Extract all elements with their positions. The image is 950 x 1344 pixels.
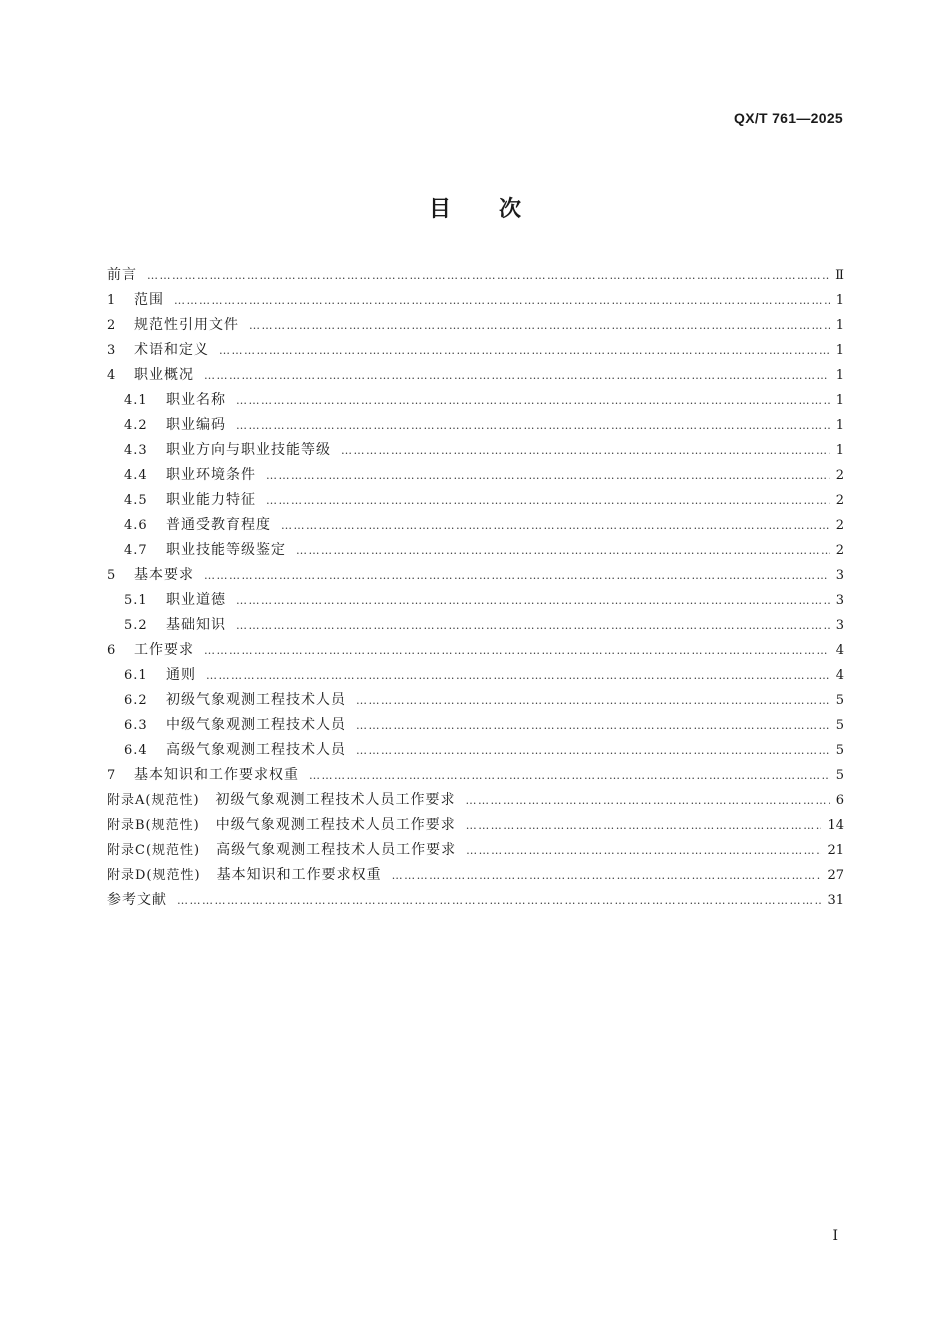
toc-entry-label [124,738,346,763]
toc-entry-label [124,588,226,613]
toc-entry-page: 27 [827,868,844,883]
toc-entry-page: 4 [835,643,844,658]
toc-entry-number: 1 [107,293,117,308]
toc-entry-label [107,788,456,813]
toc-entry-page: 5 [835,693,844,708]
toc-entry-label [107,638,194,663]
toc-entry-title: 高级气象观测工程技术人员工作要求 [216,842,457,858]
toc-entry-number: 5.2 [124,618,148,633]
toc-entry[interactable] [107,413,844,438]
toc-entry[interactable] [107,513,844,538]
toc-leader-dots [147,263,829,288]
toc-entry-number: 4.6 [124,518,148,533]
toc-entry-label [124,388,226,413]
toc-entry-label [107,838,456,863]
toc-entry-number: 4.2 [124,418,148,433]
toc-leader-dots [236,388,830,413]
toc-leader-dots [219,338,830,363]
toc-entry-page: 2 [835,468,844,483]
toc-entry-page: 5 [835,718,844,733]
toc-entry-title: 前言 [107,267,137,283]
toc-entry-number: 附录B(规范性) [107,818,200,833]
toc-entry[interactable] [107,663,844,688]
toc-entry[interactable] [107,288,844,313]
toc-entry-label [107,888,167,913]
toc-entry[interactable] [107,813,844,838]
toc-entry-title: 职业概况 [134,367,194,383]
document-code: QX/T 761—2025 [734,110,843,126]
toc-entry-page: Ⅱ [835,268,844,283]
toc-entry-title: 通则 [166,667,196,683]
toc-leader-dots [249,313,830,338]
toc-entry-page: 1 [835,293,844,308]
toc-entry-number: 6.4 [124,743,148,758]
toc-entry-number: 附录A(规范性) [107,793,200,808]
toc-entry-page: 5 [835,768,844,783]
page-number: I [832,1228,838,1244]
toc-entry-number: 4.4 [124,468,148,483]
toc-leader-dots [206,663,830,688]
toc-entry-title: 工作要求 [134,642,194,658]
toc-entry[interactable] [107,588,844,613]
toc-entry-page: 21 [827,843,844,858]
toc-entry[interactable] [107,338,844,363]
toc-entry[interactable] [107,738,844,763]
toc-entry-number: 5.1 [124,593,148,608]
toc-entry-number: 7 [107,768,117,783]
toc-entry[interactable] [107,713,844,738]
toc-entry-label [124,488,256,513]
toc-leader-dots [236,413,830,438]
toc-leader-dots [356,738,830,763]
toc-entry-label [107,813,456,838]
page-title: 目次 [428,196,569,222]
toc-leader-dots [309,763,830,788]
toc-entry-page: 1 [835,368,844,383]
toc-entry-page: 2 [835,543,844,558]
toc-entry-label [124,438,331,463]
toc-entry[interactable] [107,313,844,338]
toc-entry-number: 6.3 [124,718,148,733]
toc-entry-number: 4.3 [124,443,148,458]
toc-entry-label [124,413,226,438]
toc-entry[interactable] [107,463,844,488]
toc-entry-number: 4.1 [124,393,148,408]
toc-entry-label [107,563,194,588]
toc-entry-page: 1 [835,318,844,333]
toc-entry-label [124,713,346,738]
toc-entry-title: 职业名称 [166,392,226,408]
toc-leader-dots [392,863,822,888]
toc-entry-page: 3 [835,593,844,608]
toc-entry-number: 附录C(规范性) [107,843,201,858]
toc-leader-dots [266,488,830,513]
table-of-contents [107,263,844,913]
toc-leader-dots [356,688,830,713]
toc-entry-title: 基础知识 [166,617,226,633]
toc-entry-page: 1 [835,443,844,458]
toc-entry-title: 职业道德 [166,592,226,608]
toc-leader-dots [204,563,830,588]
toc-entry-title: 基本知识和工作要求权重 [134,767,299,783]
toc-entry-label [124,538,286,563]
toc-entry-number: 6.1 [124,668,148,683]
toc-entry-label [107,288,164,313]
toc-leader-dots [341,438,830,463]
toc-entry-label [124,513,271,538]
toc-leader-dots [356,713,830,738]
toc-leader-dots [466,788,830,813]
toc-entry-number: 4 [107,368,117,383]
toc-entry-label [107,763,299,788]
toc-entry[interactable] [107,388,844,413]
toc-entry-page: 2 [835,518,844,533]
toc-entry-number: 附录D(规范性) [107,868,201,883]
toc-entry-title: 初级气象观测工程技术人员 [166,692,346,708]
toc-entry-number: 6 [107,643,117,658]
toc-entry-label [107,363,194,388]
toc-entry[interactable] [107,688,844,713]
toc-entry-page: 3 [835,618,844,633]
toc-entry-page: 1 [835,393,844,408]
toc-leader-dots [466,838,821,863]
toc-entry-title: 职业编码 [166,417,226,433]
toc-entry[interactable] [107,363,844,388]
toc-leader-dots [204,363,830,388]
toc-entry-title: 职业方向与职业技能等级 [166,442,331,458]
toc-entry-title: 高级气象观测工程技术人员 [166,742,346,758]
toc-entry-page: 2 [835,493,844,508]
toc-entry-page: 1 [835,343,844,358]
toc-entry-page: 6 [835,793,844,808]
toc-leader-dots [281,513,830,538]
toc-entry-page: 4 [835,668,844,683]
toc-leader-dots [236,613,830,638]
toc-entry-page: 14 [827,818,844,833]
toc-entry[interactable] [107,888,844,913]
toc-entry-number: 4.5 [124,493,148,508]
toc-entry-title: 规范性引用文件 [134,317,239,333]
toc-entry-number: 5 [107,568,117,583]
toc-entry-title: 职业环境条件 [166,467,256,483]
toc-entry[interactable] [107,638,844,663]
toc-entry-page: 1 [835,418,844,433]
toc-entry-label [124,463,256,488]
toc-leader-dots [466,813,822,838]
toc-entry-number: 4.7 [124,543,148,558]
toc-entry-label [124,688,346,713]
toc-entry-label [107,338,209,363]
toc-entry-title: 参考文献 [107,892,167,908]
toc-entry-title: 中级气象观测工程技术人员 [166,717,346,733]
toc-entry[interactable] [107,263,844,288]
toc-leader-dots [266,463,830,488]
toc-entry-title: 基本要求 [134,567,194,583]
toc-entry-number: 3 [107,343,117,358]
toc-entry-label [107,863,382,888]
toc-entry[interactable] [107,563,844,588]
toc-entry[interactable] [107,438,844,463]
toc-entry[interactable] [107,863,844,888]
toc-entry-number: 2 [107,318,117,333]
toc-entry-title: 范围 [134,292,164,308]
toc-entry[interactable] [107,538,844,563]
toc-entry-title: 职业技能等级鉴定 [166,542,286,558]
toc-entry-page: 31 [827,893,844,908]
toc-entry-label [124,663,196,688]
toc-entry[interactable] [107,838,844,863]
toc-entry[interactable] [107,788,844,813]
toc-leader-dots [236,588,830,613]
toc-entry-label [107,263,137,288]
toc-entry-title: 中级气象观测工程技术人员工作要求 [215,817,456,833]
toc-leader-dots [296,538,830,563]
toc-entry-title: 职业能力特征 [166,492,256,508]
toc-entry-title: 基本知识和工作要求权重 [216,867,382,883]
toc-entry-page: 3 [835,568,844,583]
toc-entry-number: 6.2 [124,693,148,708]
toc-leader-dots [177,888,821,913]
toc-entry-title: 术语和定义 [134,342,209,358]
toc-leader-dots [204,638,830,663]
toc-entry-page: 5 [835,743,844,758]
toc-entry-title: 普通受教育程度 [166,517,271,533]
toc-entry[interactable] [107,488,844,513]
toc-entry-title: 初级气象观测工程技术人员工作要求 [215,792,456,808]
toc-entry-label [124,613,226,638]
toc-entry[interactable] [107,763,844,788]
toc-leader-dots [174,288,830,313]
toc-entry[interactable] [107,613,844,638]
toc-entry-label [107,313,239,338]
